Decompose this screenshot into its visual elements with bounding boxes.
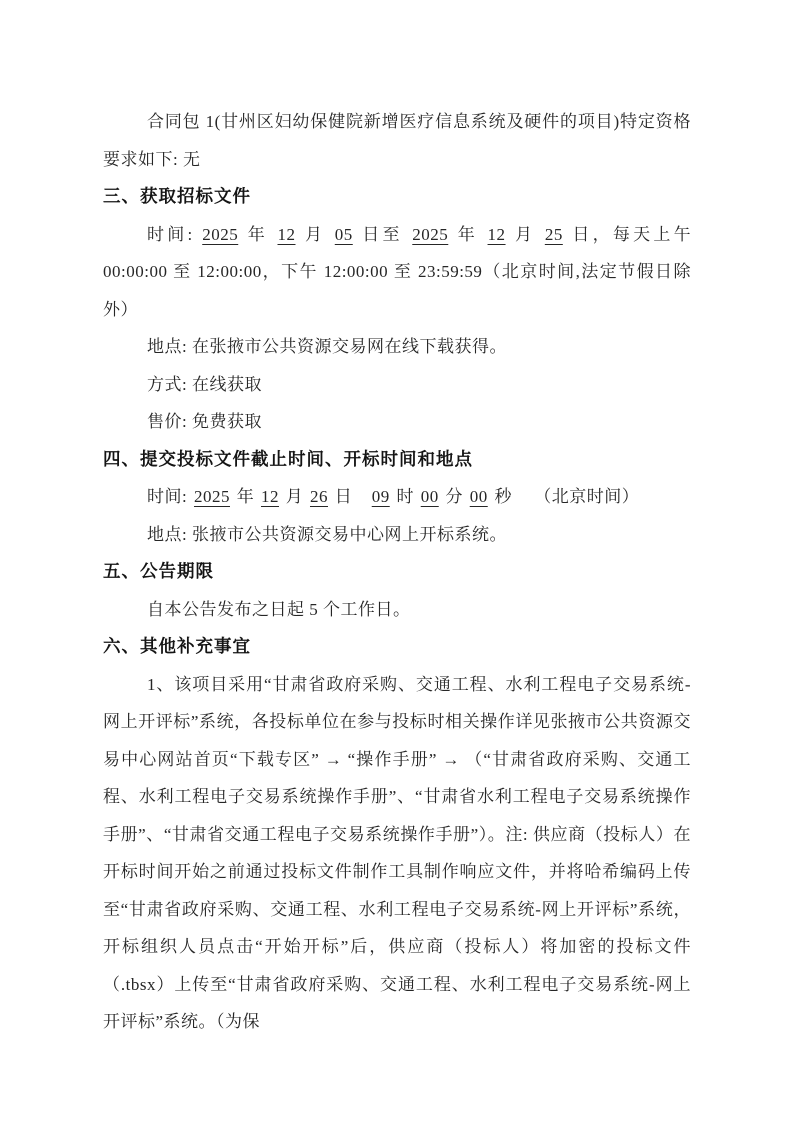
- text-run: 年: [240, 224, 276, 244]
- underlined-day-value: 25: [544, 224, 563, 244]
- tender-doc-location-line: 地点: 在张掖市公共资源交易网在线下载获得。: [147, 337, 507, 356]
- timezone-text: 秒 （北京时间）: [489, 487, 640, 506]
- heading-section-3-obtain-tender-documents: 三、获取招标文件: [103, 186, 251, 206]
- tender-announcement-body: [103, 103, 691, 1041]
- bid-deadline-time-line: [103, 478, 691, 516]
- text-run: 月: [507, 224, 543, 244]
- underlined-year-value: 2025: [193, 487, 230, 506]
- underlined-hour-value: 09: [371, 487, 390, 506]
- underlined-second-value: 00: [469, 487, 488, 506]
- tender-doc-method-line: 方式: 在线获取: [147, 374, 262, 394]
- tender-doc-time-line: [103, 216, 691, 329]
- time-label: 时间:: [147, 487, 192, 506]
- qualification-note: 合同包 1(甘州区妇幼保健院新增医疗信息系统及硬件的项目)特定资格要求如下: 无: [103, 112, 691, 169]
- text-run: 年: [450, 224, 486, 244]
- text-run: 日: [329, 487, 370, 506]
- announcement-period-line: 自本公告发布之日起 5 个工作日。: [147, 599, 411, 619]
- underlined-day-value: 05: [334, 224, 353, 244]
- underlined-month-value: 12: [277, 224, 296, 244]
- heading-section-6-supplementary-matters: 六、其他补充事宜: [103, 636, 251, 656]
- tender-doc-price-line: 售价: 免费获取: [147, 412, 262, 431]
- heading-section-4-bid-deadline-opening: 四、提交投标文件截止时间、开标时间和地点: [103, 448, 473, 469]
- bid-opening-location-line: 地点: 张掖市公共资源交易中心网上开标系统。: [147, 524, 507, 544]
- underlined-month-value: 12: [487, 224, 506, 244]
- time-label: 时间:: [147, 224, 201, 244]
- underlined-minute-value: 00: [420, 487, 439, 506]
- text-run: 年: [231, 487, 259, 506]
- text-run: 月: [297, 224, 333, 244]
- time-range-text: 日，每天上午 00:00:00 至 12:00:00，下午 12:00:00 至 23:59:59（北京时间,法定节假日除外）: [103, 224, 692, 319]
- underlined-month-value: 12: [260, 487, 279, 506]
- text-run: 时: [391, 487, 419, 506]
- underlined-year-value: 2025: [412, 224, 449, 244]
- supplementary-paragraph: 1、该项目采用“甘肃省政府采购、交通工程、水利工程电子交易系统-网上开评标”系统，各投标单位在参与投标时相关操作详见张掖市公共资源交易中心网站首页“下载专区” → “操作手册” → （“甘肃省政府采购、交通工程、水利工程电子交易系统操作手册”、“甘肃省水利工程电子交易系统操作手册”、“甘肃省交通工程电子交易系统操作手册”）。注: 供应商（投标人）在开标时间开始之前通过投标文件制作工具制作响应文件，并将哈希编码上传至“甘肃省政府采购、交通工程、水利工程电子交易系统-网上开评标”系统，开标组织人员点击“开始开标”后，供应商（投标人）将加密的投标文件（.tbsx）上传至“甘肃省政府采购、交通工程、水利工程电子交易系统-网上开评标”系统。（为保: [103, 674, 691, 1031]
- text-run: 分: [440, 487, 468, 506]
- underlined-year-value: 2025: [202, 224, 239, 244]
- heading-section-5-announcement-period: 五、公告期限: [103, 561, 214, 581]
- text-run: 月: [280, 487, 308, 506]
- underlined-day-value: 26: [309, 487, 328, 506]
- text-run: 日至: [354, 224, 411, 244]
